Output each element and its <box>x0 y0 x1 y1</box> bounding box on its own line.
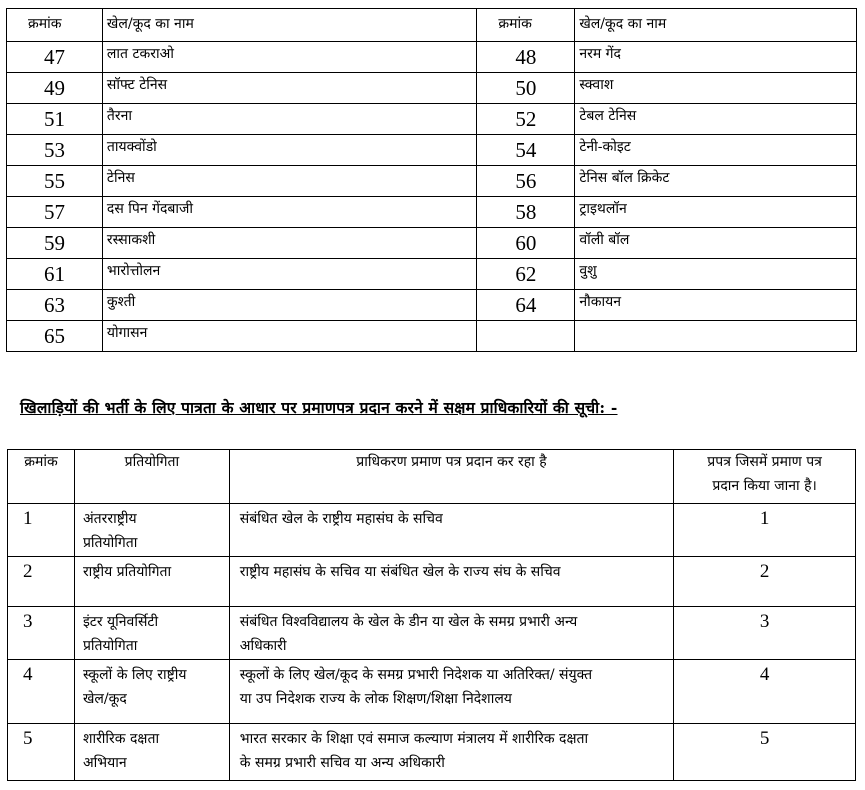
table-row <box>7 321 857 352</box>
header-sn-left: क्रमांक <box>7 9 103 42</box>
competition-line2: खेल/कूद <box>82 691 127 707</box>
sn-cell: 2 <box>8 557 75 607</box>
header-form-line1: प्रपत्र जिसमें प्रमाण पत्र <box>707 454 822 470</box>
sport-name-cell: रस्साकशी <box>102 228 476 259</box>
form-cell: 1 <box>674 504 856 557</box>
sn-cell: 51 <box>7 104 103 135</box>
table-row <box>7 166 857 197</box>
competition-cell <box>74 660 229 724</box>
sn-cell: 50 <box>477 73 575 104</box>
sport-name-cell: नौकायन <box>575 290 857 321</box>
header-competition: प्रतियोगिता <box>74 450 229 504</box>
header-form <box>674 450 856 504</box>
authority-cell <box>229 607 673 660</box>
sport-name-cell: टेनी-कोइट <box>575 135 857 166</box>
sport-name-cell: तायक्वोंडो <box>102 135 476 166</box>
sn-cell: 54 <box>477 135 575 166</box>
competition-line2: अभियान <box>82 755 127 771</box>
sport-name-cell: ट्राइथलॉन <box>575 197 857 228</box>
table-row <box>7 42 857 73</box>
competition-cell <box>74 504 229 557</box>
form-cell: 5 <box>674 724 856 781</box>
competition-cell <box>74 607 229 660</box>
sn-cell: 61 <box>7 259 103 290</box>
table-row <box>7 73 857 104</box>
sport-name-cell: वुशु <box>575 259 857 290</box>
form-cell: 3 <box>674 607 856 660</box>
competition-cell <box>74 724 229 781</box>
sport-name-cell: टेनिस <box>102 166 476 197</box>
authority-line1: स्कूलों के लिए खेल/कूद के समग्र प्रभारी निदेशक या अतिरिक्त/ संयुक्त <box>239 667 593 683</box>
form-cell: 2 <box>674 557 856 607</box>
sport-name-cell: कुश्ती <box>102 290 476 321</box>
table-row <box>7 197 857 228</box>
competition-line1: अंतरराष्ट्रीय <box>82 511 137 527</box>
table-header-row <box>7 9 857 42</box>
sn-cell: 3 <box>8 607 75 660</box>
header-authority: प्राधिकरण प्रमाण पत्र प्रदान कर रहा है <box>229 450 673 504</box>
competition-line2: प्रतियोगिता <box>82 535 138 551</box>
sport-name-cell: वॉली बॉल <box>575 228 857 259</box>
table-row <box>8 607 856 660</box>
form-cell: 4 <box>674 660 856 724</box>
sn-cell: 4 <box>8 660 75 724</box>
sn-cell: 56 <box>477 166 575 197</box>
authority-cell <box>229 504 673 557</box>
sn-cell: 52 <box>477 104 575 135</box>
sn-cell: 53 <box>7 135 103 166</box>
sport-name-cell: योगासन <box>102 321 476 352</box>
table-row <box>8 660 856 724</box>
sports-list-table <box>6 8 857 352</box>
sport-name-cell: लात टकराओ <box>102 42 476 73</box>
table-row <box>7 228 857 259</box>
sport-name-cell: सॉफ्ट टेनिस <box>102 73 476 104</box>
sn-cell <box>477 321 575 352</box>
table-row <box>8 557 856 607</box>
authority-line1: संबंधित विश्वविद्यालय के खेल के डीन या खेल के समग्र प्रभारी अन्य <box>239 614 578 630</box>
table-row <box>7 259 857 290</box>
header-form-line2: प्रदान किया जाना है। <box>712 478 817 494</box>
sport-name-cell: भारोत्तोलन <box>102 259 476 290</box>
table-row <box>8 504 856 557</box>
authority-cell <box>229 660 673 724</box>
sport-name-cell: तैरना <box>102 104 476 135</box>
sn-cell: 62 <box>477 259 575 290</box>
authority-cell <box>229 557 673 607</box>
authority-line1: भारत सरकार के शिक्षा एवं समाज कल्याण मंत्रालय में शारीरिक दक्षता <box>239 731 589 747</box>
sn-cell: 55 <box>7 166 103 197</box>
sport-name-cell: टेनिस बॉल क्रिकेट <box>575 166 857 197</box>
table-row <box>7 135 857 166</box>
competition-line1: शारीरिक दक्षता <box>82 731 160 747</box>
sn-cell: 48 <box>477 42 575 73</box>
sport-name-cell: टेबल टेनिस <box>575 104 857 135</box>
sn-cell: 5 <box>8 724 75 781</box>
competition-line2: प्रतियोगिता <box>82 638 138 654</box>
sport-name-cell: नरम गेंद <box>575 42 857 73</box>
header-sn-right: क्रमांक <box>477 9 575 42</box>
sn-cell: 1 <box>8 504 75 557</box>
authority-line2: अधिकारी <box>239 638 287 654</box>
sn-cell: 49 <box>7 73 103 104</box>
sport-name-cell: दस पिन गेंदबाजी <box>102 197 476 228</box>
header-name-right: खेल/कूद का नाम <box>575 9 857 42</box>
table-row <box>8 724 856 781</box>
authorities-table <box>7 449 856 781</box>
table-row <box>7 104 857 135</box>
header-sn: क्रमांक <box>8 450 75 504</box>
competition-line1: राष्ट्रीय प्रतियोगिता <box>82 564 172 580</box>
authority-cell <box>229 724 673 781</box>
sn-cell: 60 <box>477 228 575 259</box>
sport-name-cell: स्क्वाश <box>575 73 857 104</box>
header-name-left: खेल/कूद का नाम <box>102 9 476 42</box>
sn-cell: 65 <box>7 321 103 352</box>
authority-line1: राष्ट्रीय महासंघ के सचिव या संबंधित खेल के राज्य संघ के सचिव <box>239 564 561 580</box>
sport-name-cell <box>575 321 857 352</box>
sn-cell: 63 <box>7 290 103 321</box>
competition-line1: इंटर यूनिवर्सिटी <box>82 614 159 630</box>
sn-cell: 58 <box>477 197 575 228</box>
section-heading: खिलाड़ियों की भर्ती के लिए पात्रता के आधार पर प्रमाणपत्र प्रदान करने में सक्षम प्राधिकारियों की सूची: - <box>20 398 618 417</box>
authority-line2: के समग्र प्रभारी सचिव या अन्य अधिकारी <box>239 755 445 771</box>
table-row <box>7 290 857 321</box>
competition-line1: स्कूलों के लिए राष्ट्रीय <box>82 667 187 683</box>
sn-cell: 59 <box>7 228 103 259</box>
table-header-row <box>8 450 856 504</box>
authority-line1: संबंधित खेल के राष्ट्रीय महासंघ के सचिव <box>239 511 443 527</box>
sn-cell: 47 <box>7 42 103 73</box>
sn-cell: 64 <box>477 290 575 321</box>
competition-cell <box>74 557 229 607</box>
sn-cell: 57 <box>7 197 103 228</box>
authority-line2: या उप निदेशक राज्य के लोक शिक्षण/शिक्षा निदेशालय <box>239 691 512 707</box>
